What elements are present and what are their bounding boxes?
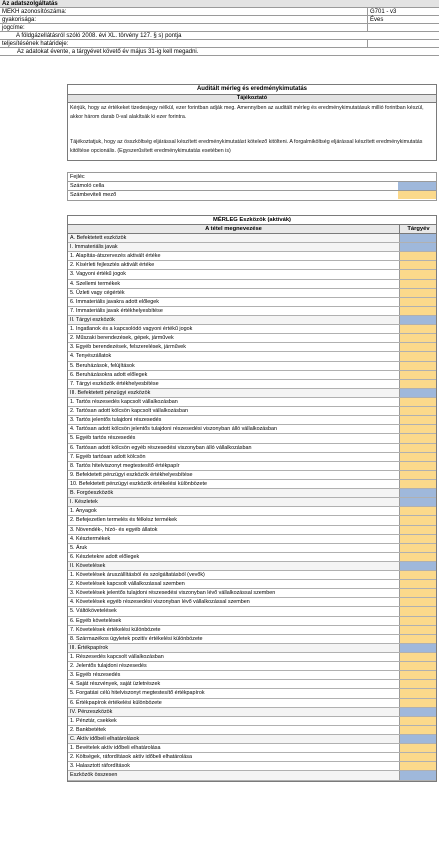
calculated-cell [399,644,436,652]
data-service-info [0,0,439,56]
balance-row-label: 2. Követelések kapcsolt vállalkozással szemben [70,581,185,588]
audit-title: Auditált mérleg és eredménykimutatás [68,85,436,95]
balance-row [68,498,436,507]
balance-row-label: 1. Bevételek aktív időbeli elhatárolása [70,745,161,752]
input-cell[interactable] [399,480,436,488]
balance-row-label: III. Értékpapírok [70,644,109,651]
info-row-label: gyakorisága: [2,17,37,23]
info-row-label: jogcíme: [2,25,25,31]
input-cell[interactable] [399,325,436,333]
calculated-cell [399,562,436,570]
input-cell[interactable] [399,726,436,734]
balance-row-label: 1. Pénztár, csekkek [70,717,117,724]
balance-row-label: 5. Egyéb tartós részesedés [70,435,136,442]
column-header-name: A tétel megnevezése [205,226,262,232]
input-cell[interactable] [399,571,436,579]
balance-row-label: 6. Értékpapírok értékelési különbözete [70,699,162,706]
input-cell[interactable] [399,261,436,269]
info-row [0,8,439,16]
balance-row-label: 6. Egyéb követelések [70,617,122,624]
audit-info-box [67,84,437,161]
balance-row [68,744,436,753]
input-cell[interactable] [399,544,436,552]
balance-row [68,535,436,544]
balance-row [68,380,436,389]
balance-row [68,289,436,298]
input-cell[interactable] [399,444,436,452]
balance-row [68,307,436,316]
balance-column-headers [68,225,436,234]
balance-row [68,526,436,535]
calculated-cell [399,771,436,779]
balance-row [68,671,436,680]
section-title [0,0,439,8]
section-title-text: Az adatszolgáltatás [2,1,58,7]
input-cell[interactable] [399,762,436,770]
audit-paragraph-1: Kérjük, hogy az értékeket tizedesjegy nélkül, ezer forintban adják meg. Amennyiben az auditált mérleg és eredménykimutatásuk millió forintban készül, akkor három darab 0-val alakítsák ki ezer forintra. [70,105,424,120]
input-cell[interactable] [399,580,436,588]
balance-row-label: 8. Tartós hitelviszonyt megtestesítő értékpapír [70,462,180,469]
balance-row-label: 6. Készletekre adott előlegek [70,553,140,560]
balance-row [68,617,436,626]
balance-row-label: 3. Egyéb részesedés [70,672,121,679]
balance-row [68,680,436,689]
info-row-value: Éves [367,16,439,23]
input-cell[interactable] [399,307,436,315]
input-cell[interactable] [399,653,436,661]
balance-row [68,389,436,398]
balance-row [68,261,436,270]
balance-row-label: 7. Követelések értékelési különbözete [70,626,161,633]
balance-row-label: IV. Pénzeszközök [70,708,113,715]
balance-row [68,316,436,325]
balance-row [68,507,436,516]
input-cell[interactable] [399,471,436,479]
legend-swatch [398,182,436,190]
balance-row-label: 10. Befektetett pénzügyi eszközök értékelési különbözete [70,480,207,487]
input-cell[interactable] [399,535,436,543]
balance-row [68,708,436,717]
input-cell[interactable] [399,671,436,679]
balance-row [68,480,436,489]
info-row [0,32,439,40]
balance-row-label: 2. Költségek, ráfordítások aktív időbeli elhatárolása [70,754,192,761]
balance-row [68,489,436,498]
input-cell[interactable] [399,280,436,288]
balance-row-label: I. Immateriális javak [70,244,118,251]
balance-row-label: 2. Kísérleti fejlesztés aktivált értéke [70,262,155,269]
balance-row [68,516,436,525]
balance-row [68,298,436,307]
legend-row [68,191,436,200]
balance-row [68,407,436,416]
balance-row [68,398,436,407]
balance-row-label: 3. Egyéb berendezések, felszerelések, járművek [70,344,186,351]
info-row [0,48,439,56]
input-cell[interactable] [399,744,436,752]
balance-row [68,270,436,279]
legend-label: Fejléc [70,174,85,180]
input-cell[interactable] [399,453,436,461]
balance-row-label: A. Befektetett eszközök [70,235,127,241]
balance-row [68,689,436,698]
input-cell[interactable] [399,416,436,424]
balance-row [68,735,436,744]
balance-row-label: 2. Tartósan adott kölcsön kapcsolt vállalkozásban [70,408,188,415]
info-row-value [367,40,439,47]
balance-row [68,753,436,762]
legend-label: Számbeviteli mező [70,192,117,198]
balance-row-label: 1. Anyagok [70,508,97,515]
balance-row-label: 2. Jelentős tulajdoni részesedés [70,663,147,670]
balance-row-label: II. Tárgyi eszközök [70,316,115,323]
balance-row-label: 5. Forgatási célú hitelviszonyt megtestesítő értékpapírok [70,690,205,697]
balance-row [68,571,436,580]
balance-row [68,334,436,343]
balance-row-label: 3. Vagyoni értékű jogok [70,271,126,278]
balance-row [68,416,436,425]
balance-row-label: 1. Ingatlanok és a kapcsolódó vagyoni értékű jogok [70,326,193,333]
balance-row-label: B. Forgóeszközök [70,490,114,497]
input-cell[interactable] [399,589,436,597]
balance-row [68,771,436,780]
balance-row [68,644,436,653]
balance-row-label: 1. Követelések áruszállításból és szolgáltatásból (vevők) [70,572,205,579]
input-cell[interactable] [399,626,436,634]
info-row-value: G701 - v3 [367,8,439,15]
balance-row [68,425,436,434]
audit-paragraph-2: Tájékoztatjuk, hogy az összköltség eljárással készített eredménykimutatást kötelező kitölteni. A forgalmiköltség eljárással készített eredménykimutatás kitöltése opcionális. (Egyszerűsített eredménykimutatás esetében is) [70,139,423,154]
input-cell[interactable] [399,371,436,379]
balance-row [68,580,436,589]
balance-row [68,280,436,289]
calculated-cell [399,708,436,716]
balance-row-label: 6. Immateriális javakra adott előlegek [70,298,159,305]
balance-row [68,717,436,726]
input-cell[interactable] [399,380,436,388]
balance-row-label: 3. Követelések jelentős tulajdoni részesedési viszonyban lévő vállalkozással szemben [70,590,276,597]
info-row-label: A földgázellátásról szóló 2008. évi XL. törvény 127. § s) pontja [16,33,182,39]
balance-row-label: 3. Halasztott ráfordítások [70,763,130,770]
column-header-year: Tárgyév [399,225,437,233]
input-cell[interactable] [399,270,436,278]
balance-row [68,453,436,462]
balance-row [68,598,436,607]
balance-row-label: 4. Tenyészállatok [70,353,112,360]
balance-row [68,699,436,708]
legend-swatch [398,191,436,199]
calculated-cell [399,243,436,251]
balance-row [68,362,436,371]
calculated-cell [399,234,436,242]
balance-row-label: 3. Növendék-, hízó- és egyéb állatok [70,526,158,533]
balance-row [68,662,436,671]
input-cell[interactable] [399,298,436,306]
input-cell[interactable] [399,352,436,360]
balance-row-label: Eszközök összesen [70,772,118,779]
balance-row-label: 4. Követelések egyéb részesedési viszonyban lévő vállalkozással szemben [70,599,250,606]
input-cell[interactable] [399,699,436,707]
balance-row-label: 5. Váltókövetelések [70,608,117,615]
balance-row-label: 1. Részesedés kapcsolt vállalkozásban [70,654,164,661]
balance-row [68,434,436,443]
balance-row [68,371,436,380]
input-cell[interactable] [399,289,436,297]
input-cell[interactable] [399,689,436,697]
calculated-cell [399,489,436,497]
legend-row [68,173,436,182]
info-row [0,40,439,48]
balance-row [68,243,436,252]
balance-row-label: 2. Bankbetétek [70,726,106,733]
calculated-cell [399,735,436,743]
balance-row [68,471,436,480]
balance-row-label: I. Készletek [70,499,98,506]
balance-row-label: 4. Tartósan adott kölcsön jelentős tulajdoni részesedési viszonyban álló vállalkozásban [70,426,277,433]
balance-row-label: 6. Beruházásokra adott előlegek [70,371,148,378]
balance-row-label: 9. Befektetett pénzügyi eszközök értékhelyesbítése [70,471,193,478]
balance-row [68,553,436,562]
balance-row [68,607,436,616]
input-cell[interactable] [399,398,436,406]
legend-row [68,182,436,191]
balance-row-label: 2. Műszaki berendezések, gépek, járművek [70,335,174,342]
input-cell[interactable] [399,343,436,351]
info-row-label: Az adatokat évente, a tárgyévet követő év május 31-ig kell megadni. [17,49,199,55]
balance-sheet-table [67,215,437,782]
input-cell[interactable] [399,607,436,615]
balance-row [68,234,436,243]
input-cell[interactable] [399,334,436,342]
balance-row [68,653,436,662]
input-cell[interactable] [399,680,436,688]
input-cell[interactable] [399,516,436,524]
input-cell[interactable] [399,635,436,643]
balance-row-label: 8. Származékos ügyletek pozitív értékelési különbözete [70,635,203,642]
balance-row [68,352,436,361]
calculated-cell [399,498,436,506]
info-row-label: teljesítésének határideje: [2,41,69,47]
balance-row [68,343,436,352]
input-cell[interactable] [399,717,436,725]
input-cell[interactable] [399,617,436,625]
calculated-cell [399,389,436,397]
balance-row-label: 5. Beruházások, felújítások [70,362,135,369]
balance-row-label: 5. Áruk [70,544,88,551]
balance-row-label: 7. Tárgyi eszközök értékhelyesbítése [70,380,159,387]
legend-label: Számoló cella [70,183,105,189]
balance-row-label: 4. Saját részvények, saját üzletrészek [70,681,161,688]
input-cell[interactable] [399,425,436,433]
balance-row [68,589,436,598]
info-row [0,16,439,24]
balance-row [68,325,436,334]
balance-row [68,562,436,571]
balance-row [68,635,436,644]
balance-row-label: 4. Szellemi termékek [70,280,121,287]
color-legend [67,172,437,201]
info-row-label: MEKH azonosítószáma: [2,9,67,15]
input-cell[interactable] [399,252,436,260]
info-row-value [367,24,439,31]
input-cell[interactable] [399,753,436,761]
info-row [0,24,439,32]
input-cell[interactable] [399,434,436,442]
balance-row-label: II. Követelések [70,562,106,569]
input-cell[interactable] [399,407,436,415]
audit-subtitle: Tájékoztató [68,95,436,103]
balance-row [68,544,436,553]
balance-row [68,252,436,261]
balance-row-label: 2. Befejezetlen termelés és félkész termékek [70,517,177,524]
balance-row-label: C. Aktív időbeli elhatárolások [70,736,140,743]
balance-row-label: III. Befektetett pénzügyi eszközök [70,389,151,396]
balance-row-label: 7. Egyéb tartósan adott kölcsön [70,453,146,460]
input-cell[interactable] [399,598,436,606]
balance-row-label: 1. Alapítás-átszervezés aktivált értéke [70,253,161,260]
balance-row [68,462,436,471]
balance-row [68,726,436,735]
input-cell[interactable] [399,662,436,670]
input-cell[interactable] [399,526,436,534]
balance-row-label: 3. Tartós jelentős tulajdoni részesedés [70,417,162,424]
input-cell[interactable] [399,362,436,370]
balance-row [68,444,436,453]
input-cell[interactable] [399,507,436,515]
balance-row-label: 4. Késztermékek [70,535,111,542]
input-cell[interactable] [399,462,436,470]
balance-title: MÉRLEG Eszközök (aktívák) [68,216,436,225]
calculated-cell [399,316,436,324]
balance-row-label: 6. Tartósan adott kölcsön egyéb részesedési viszonyban álló vállalkozásban [70,444,252,451]
balance-row-label: 1. Tartós részesedés kapcsolt vállalkozásban [70,398,178,405]
input-cell[interactable] [399,553,436,561]
balance-row-label: 5. Üzleti vagy cégérték [70,289,125,296]
legend-swatch [398,173,436,181]
balance-row [68,626,436,635]
balance-row-label: 7. Immateriális javak értékhelyesbítése [70,307,163,314]
balance-row [68,762,436,771]
